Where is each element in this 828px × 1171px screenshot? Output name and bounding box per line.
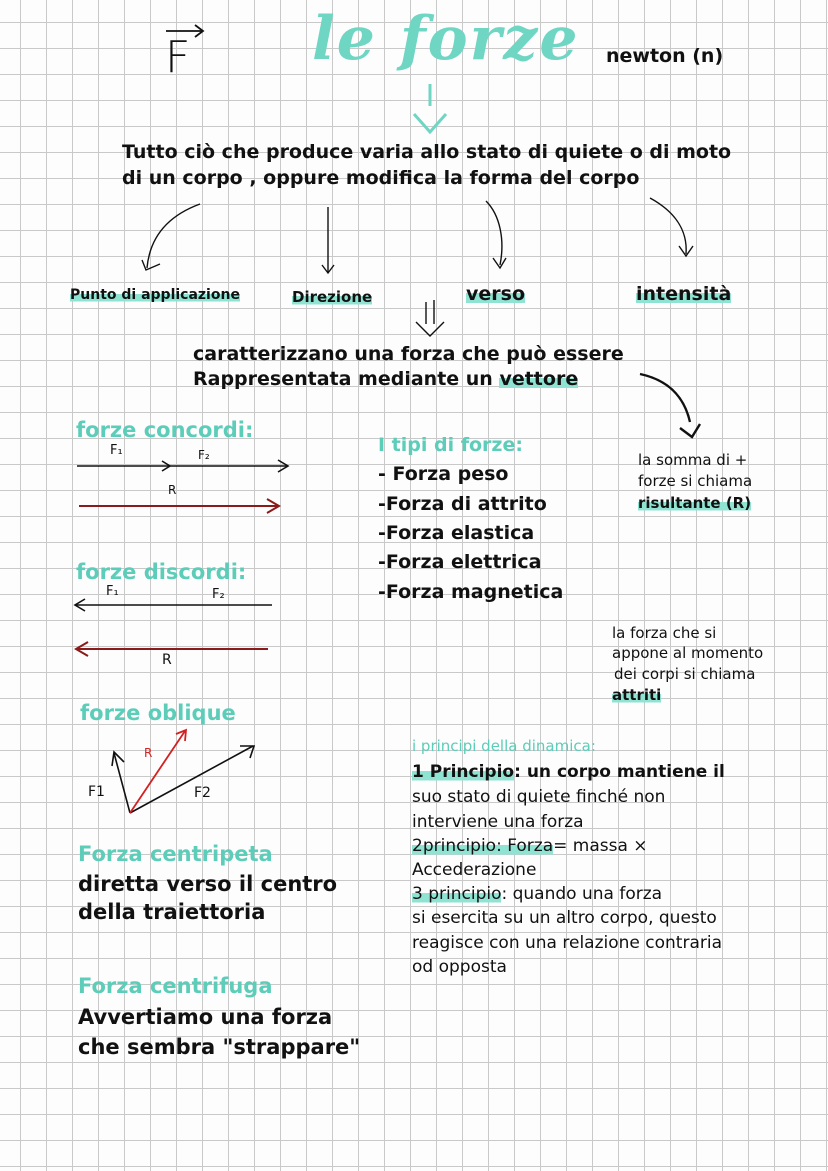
- discordi-f2-label: F₂: [212, 587, 225, 602]
- discordi-title: forze discordi:: [76, 560, 247, 584]
- friction-note-line-4: attriti: [612, 686, 662, 704]
- centrifuga-title: Forza centrifuga: [78, 974, 273, 998]
- concordi-f1-arrow: [77, 461, 170, 471]
- concordi-title: forze concordi:: [76, 418, 254, 442]
- unit-label: newton (n): [606, 45, 724, 67]
- concordi-r-label: R: [168, 483, 177, 497]
- principle-1-line-3: interviene una forza: [412, 812, 584, 832]
- characteristic-punto: Punto di applicazione: [70, 287, 240, 303]
- oblique-f1-label: F1: [88, 784, 105, 800]
- concordi-resultant-arrow: [79, 499, 279, 513]
- resultant-note-line-1: la somma di +: [638, 451, 748, 469]
- discordi-f1-label: F₁: [106, 584, 119, 599]
- concordi-f2-label: F₂: [198, 448, 210, 462]
- centripeta-line-1: diretta verso il centro: [78, 872, 338, 896]
- vector-note-highlight: vettore: [499, 368, 579, 390]
- vector-note-line-2: [193, 368, 578, 390]
- curved-arrow-to-note: [640, 374, 700, 437]
- discordi-resultant-arrow: [76, 642, 268, 656]
- type-item-2: -Forza di attrito: [378, 493, 547, 515]
- type-item-4: -Forza elettrica: [378, 551, 542, 573]
- centripeta-line-2: della traiettoria: [78, 900, 266, 924]
- principle-2-line-1: [412, 836, 648, 856]
- principle-3-text: : quando una forza: [501, 884, 663, 904]
- definition-line-2: di un corpo , oppure modifica la forma del corpo: [122, 167, 640, 189]
- friction-note-line-1: la forza che si: [612, 624, 717, 642]
- vector-note-prefix: Rappresentata mediante un: [193, 368, 500, 390]
- centrifuga-line-2: che sembra "strappare": [78, 1035, 361, 1059]
- oblique-resultant-arrow: [130, 730, 186, 813]
- principle-1-line-1: [412, 762, 725, 782]
- principle-3-line-3: reagisce con una relazione contraria: [412, 933, 722, 953]
- principle-3-line-4: od opposta: [412, 957, 507, 977]
- resultant-note-line-3: risultante (R): [638, 494, 752, 512]
- branch-arrows: [142, 198, 693, 273]
- vector-note-line-1: caratterizzano una forza che può essere: [193, 343, 624, 365]
- types-title: I tipi di forze:: [378, 434, 523, 456]
- oblique-title: forze oblique: [80, 701, 236, 725]
- characteristic-direzione: Direzione: [292, 288, 373, 306]
- characteristic-verso: verso: [466, 283, 526, 305]
- page-title: le forze: [312, 4, 580, 74]
- principle-3-line-1: [412, 884, 662, 904]
- type-item-5: -Forza magnetica: [378, 581, 564, 603]
- principle-3-label: 3 principio: [412, 884, 502, 904]
- principle-2-label: 2principio: Forza: [412, 836, 554, 856]
- type-item-3: -Forza elastica: [378, 522, 535, 544]
- discordi-force-arrow: [75, 599, 272, 611]
- principle-1-text: : un corpo mantiene il: [514, 762, 725, 782]
- centrifuga-line-1: Avvertiamo una forza: [78, 1005, 333, 1029]
- discordi-r-label: R: [162, 652, 172, 668]
- definition-line-1: Tutto ciò che produce varia allo stato di quiete o di moto: [122, 141, 732, 163]
- concordi-f2-arrow: [170, 460, 288, 472]
- principle-2-text: = massa ×: [553, 836, 648, 856]
- oblique-f1-arrow: [112, 752, 130, 813]
- friction-note-line-3: dei corpi si chiama: [614, 665, 756, 683]
- principle-1-label: 1 Principio: [412, 762, 515, 782]
- characteristic-intensita: intensità: [636, 283, 732, 305]
- title-down-arrow: [414, 84, 446, 132]
- oblique-r-label: R: [144, 746, 153, 760]
- friction-note-line-2: appone al momento: [612, 644, 764, 662]
- centripeta-title: Forza centripeta: [78, 842, 273, 866]
- double-down-arrow: [416, 300, 444, 336]
- principle-2-line-2: Accederazione: [412, 860, 537, 880]
- principle-1-line-2: suo stato di quiete finché non: [412, 787, 666, 807]
- resultant-note-line-2: forze si chiama: [638, 472, 753, 490]
- oblique-f2-label: F2: [194, 785, 211, 801]
- principles-title: i principi della dinamica:: [412, 737, 596, 755]
- principle-3-line-2: si esercita su un altro corpo, questo: [412, 908, 717, 928]
- concordi-f1-label: F₁: [110, 443, 123, 458]
- type-item-1: - Forza peso: [378, 463, 509, 485]
- vector-symbol: F: [165, 32, 191, 83]
